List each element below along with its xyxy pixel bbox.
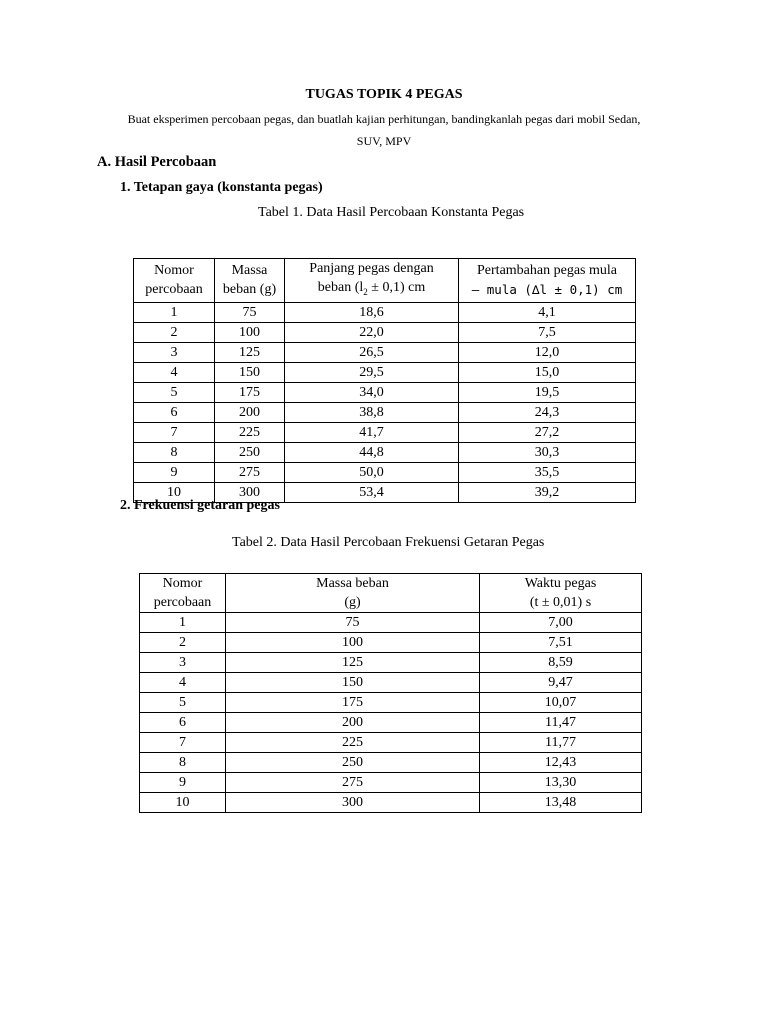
header-massa: Massa beban (g)	[215, 259, 285, 303]
table-cell: 8,59	[480, 653, 642, 673]
table-cell: 53,4	[285, 482, 459, 502]
header-massa-beban: Massa beban (g)	[226, 574, 480, 613]
table-cell: 6	[140, 713, 226, 733]
table-row	[140, 633, 642, 653]
table-cell: 300	[215, 482, 285, 502]
table-cell: 150	[226, 673, 480, 693]
table-cell: 4	[140, 673, 226, 693]
table-row	[140, 653, 642, 673]
header-nomor: Nomor percobaan	[140, 574, 226, 613]
subsection-heading-1: 1. Tetapan gaya (konstanta pegas)	[120, 180, 323, 195]
header-panjang-pegas: Panjang pegas dengan beban $(l_2 \pm 0,1)$ cm	[285, 259, 459, 303]
table-cell: 9	[134, 462, 215, 482]
table-cell: 250	[215, 442, 285, 462]
table-cell: 1	[134, 302, 215, 322]
table-row	[134, 302, 636, 322]
table-cell: 12,0	[459, 342, 636, 362]
table-row	[140, 713, 642, 733]
table-frekuensi-getaran	[139, 573, 642, 813]
table-cell: 225	[226, 733, 480, 753]
table-cell: 19,5	[459, 382, 636, 402]
table-cell: 34,0	[285, 382, 459, 402]
table-cell: 3	[134, 342, 215, 362]
table-cell: 27,2	[459, 422, 636, 442]
table-cell: 2	[134, 322, 215, 342]
table-cell: 10,07	[480, 693, 642, 713]
table-row	[134, 382, 636, 402]
section-heading-a: A. Hasil Percobaan	[97, 154, 217, 170]
table-cell: 13,48	[480, 793, 642, 813]
subtitle-line-2: SUV, MPV	[356, 134, 412, 148]
table-cell: 39,2	[459, 482, 636, 502]
table-konstanta-pegas	[133, 258, 636, 503]
table-row	[140, 673, 642, 693]
table-cell: 13,30	[480, 773, 642, 793]
table-cell: 24,3	[459, 402, 636, 422]
table-cell: 75	[226, 613, 480, 633]
table-cell: 3	[140, 653, 226, 673]
table-header-row	[134, 259, 636, 303]
document-title: TUGAS TOPIK 4 PEGAS	[305, 87, 463, 102]
table-cell: 200	[226, 713, 480, 733]
header-waktu-pegas: Waktu pegas (t ± 0,01) s	[480, 574, 642, 613]
table-row	[140, 793, 642, 813]
table-cell: 6	[134, 402, 215, 422]
table2-caption: Tabel 2. Data Hasil Percobaan Frekuensi Getaran Pegas	[232, 535, 545, 550]
table-cell: 200	[215, 402, 285, 422]
table-cell: 9,47	[480, 673, 642, 693]
table-cell: 7,5	[459, 322, 636, 342]
table-cell: 30,3	[459, 442, 636, 462]
table-row	[134, 462, 636, 482]
table-cell: 9	[140, 773, 226, 793]
table-cell: 300	[226, 793, 480, 813]
table-cell: 22,0	[285, 322, 459, 342]
table-cell: 8	[134, 442, 215, 462]
table-row	[134, 322, 636, 342]
table-row	[134, 362, 636, 382]
table-cell: 44,8	[285, 442, 459, 462]
table-cell: 225	[215, 422, 285, 442]
table-cell: 4,1	[459, 302, 636, 322]
table-row	[140, 693, 642, 713]
table-cell: 125	[215, 342, 285, 362]
subsection-heading-2: 2. Frekuensi getaran pegas	[120, 498, 280, 513]
table-cell: 15,0	[459, 362, 636, 382]
table1-caption: Tabel 1. Data Hasil Percobaan Konstanta Pegas	[258, 205, 525, 220]
table-cell: 11,77	[480, 733, 642, 753]
table-cell: 5	[140, 693, 226, 713]
table-cell: 7	[134, 422, 215, 442]
table-cell: 41,7	[285, 422, 459, 442]
table-cell: 7,51	[480, 633, 642, 653]
table-cell: 175	[226, 693, 480, 713]
table-row	[140, 613, 642, 633]
table-cell: 10	[140, 793, 226, 813]
table-row	[140, 773, 642, 793]
table-row	[134, 422, 636, 442]
table-cell: 50,0	[285, 462, 459, 482]
table-row	[134, 402, 636, 422]
table-cell: 275	[215, 462, 285, 482]
table-cell: 7,00	[480, 613, 642, 633]
table-cell: 100	[226, 633, 480, 653]
table-cell: 2	[140, 633, 226, 653]
table-cell: 250	[226, 753, 480, 773]
table-cell: 18,6	[285, 302, 459, 322]
table-cell: 75	[215, 302, 285, 322]
table-row	[134, 442, 636, 462]
table-cell: 10	[134, 482, 215, 502]
table-row	[140, 733, 642, 753]
table-cell: 5	[134, 382, 215, 402]
table-cell: 1	[140, 613, 226, 633]
table-cell: 100	[215, 322, 285, 342]
table-cell: 38,8	[285, 402, 459, 422]
header-nomor: Nomor percobaan	[134, 259, 215, 303]
table-cell: 175	[215, 382, 285, 402]
subtitle-line-1: Buat eksperimen percobaan pegas, dan buatlah kajian perhitungan, bandingkanlah pegas dari mobil Sedan,	[127, 112, 641, 126]
table-cell: 125	[226, 653, 480, 673]
table-cell: 26,5	[285, 342, 459, 362]
table-cell: 150	[215, 362, 285, 382]
table-cell: 8	[140, 753, 226, 773]
table-cell: 35,5	[459, 462, 636, 482]
table-header-row	[140, 574, 642, 613]
table-row	[134, 342, 636, 362]
table-cell: 12,43	[480, 753, 642, 773]
table-cell: 7	[140, 733, 226, 753]
table-cell: 4	[134, 362, 215, 382]
table-cell: 275	[226, 773, 480, 793]
table-row	[140, 753, 642, 773]
header-pertambahan-pegas: Pertambahan pegas mula – mula (∆l ± 0,1) cm	[459, 259, 636, 303]
table-cell: 29,5	[285, 362, 459, 382]
table-cell: 11,47	[480, 713, 642, 733]
